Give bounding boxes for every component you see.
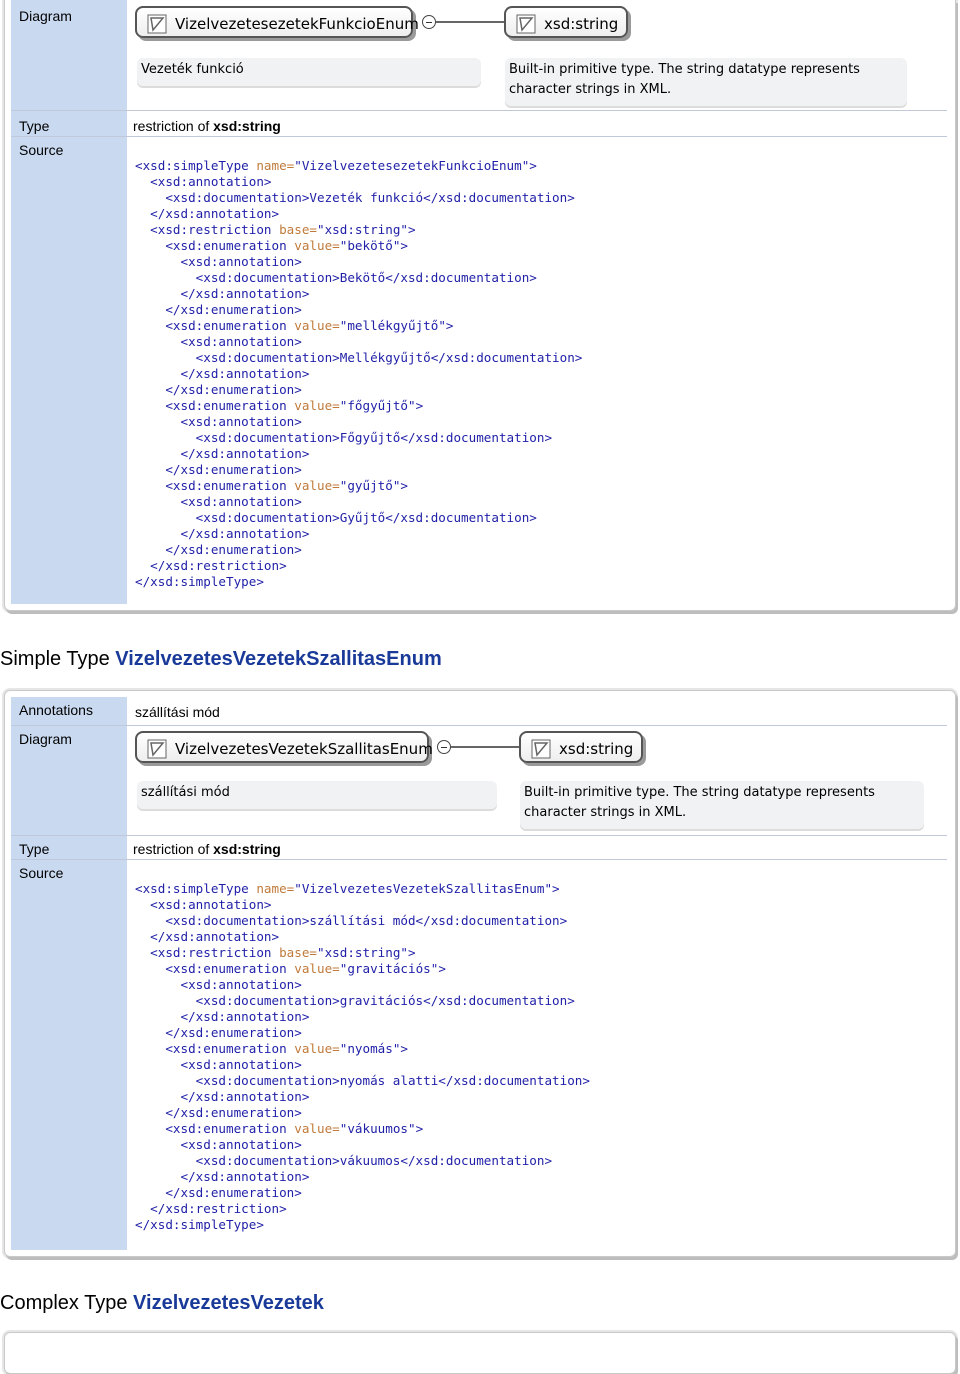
section-kind: Simple Type xyxy=(0,648,116,670)
xml-tag: <xsd:documentation> xyxy=(195,350,340,365)
diagram-type-name: VizelvezetesVezetekSzallitasEnum xyxy=(175,740,433,758)
row-divider xyxy=(11,859,947,860)
source-line xyxy=(135,929,279,944)
source-line xyxy=(135,542,302,557)
source-line xyxy=(135,1185,302,1200)
xml-tag: </xsd:annotation> xyxy=(180,1169,310,1184)
source-line xyxy=(135,478,408,493)
xml-tag: </xsd:enumeration> xyxy=(165,462,302,477)
source-line xyxy=(135,206,279,221)
xml-tag: <xsd:annotation> xyxy=(180,977,302,992)
diagram-doc-text: szállítási mód xyxy=(141,785,230,800)
diagram-label: Diagram xyxy=(19,8,72,24)
simple-type-icon xyxy=(147,14,167,34)
xml-tag: </xsd:enumeration> xyxy=(165,382,302,397)
diagram-label: Diagram xyxy=(19,731,72,747)
xml-attr-name: base= xyxy=(279,222,317,237)
base-doc-line: Built-in primitive type. The string datatype represents xyxy=(509,62,860,77)
xml-tag: <xsd:documentation> xyxy=(195,1153,340,1168)
diagram-base-name: xsd:string xyxy=(544,15,619,33)
xml-attr-value: "vákuumos"> xyxy=(339,1121,424,1136)
source-label: Source xyxy=(19,865,64,881)
source-line xyxy=(135,398,423,413)
diagram-area xyxy=(133,727,943,831)
xml-tag: <xsd:enumeration xyxy=(165,398,295,413)
source-line xyxy=(135,1217,264,1232)
source-line xyxy=(135,222,416,237)
xml-attr-value: "xsd:string"> xyxy=(317,945,416,960)
xml-tag: <xsd:simpleType xyxy=(135,881,257,896)
xml-tag: <xsd:simpleType xyxy=(135,158,257,173)
simple-type-panel-funkcio xyxy=(4,0,956,611)
diagram-base-doc-note xyxy=(505,58,907,106)
xml-attr-value: "VizelvezetesezetekFunkcioEnum"> xyxy=(294,158,537,173)
type-value xyxy=(133,118,281,134)
simple-type-icon xyxy=(516,14,536,34)
xml-attr-value: "nyomás"> xyxy=(339,1041,408,1056)
xml-attr-name: value= xyxy=(294,238,340,253)
source-line xyxy=(135,1105,302,1120)
section-heading xyxy=(0,1292,324,1315)
source-line xyxy=(135,993,575,1008)
xml-tag: <xsd:restriction xyxy=(150,945,280,960)
source-line xyxy=(135,558,287,573)
annotations-label: Annotations xyxy=(19,702,93,718)
xml-tag: <xsd:enumeration xyxy=(165,1121,295,1136)
xml-tag: <xsd:annotation> xyxy=(180,414,302,429)
xml-text: Gyűjtő</xsd:documentation> xyxy=(339,510,537,525)
xml-text: gravitációs</xsd:documentation> xyxy=(339,993,575,1008)
source-line xyxy=(135,318,453,333)
xml-tag: </xsd:annotation> xyxy=(180,366,310,381)
type-value xyxy=(133,841,281,857)
xml-tag: <xsd:restriction xyxy=(150,222,280,237)
source-line xyxy=(135,881,560,896)
xml-attr-value: "bekötő"> xyxy=(339,238,408,253)
xml-tag: <xsd:annotation> xyxy=(180,254,302,269)
xml-text: Bekötő</xsd:documentation> xyxy=(339,270,537,285)
collapse-icon[interactable] xyxy=(422,15,436,29)
xml-tag: </xsd:simpleType> xyxy=(135,1217,264,1232)
xml-attr-name: value= xyxy=(294,398,340,413)
source-line xyxy=(135,462,302,477)
row-divider xyxy=(11,110,947,111)
xml-attr-value: "gravitációs"> xyxy=(339,961,446,976)
source-line xyxy=(135,961,446,976)
source-line xyxy=(135,945,416,960)
xml-tag: </xsd:annotation> xyxy=(150,206,280,221)
source-line xyxy=(135,254,302,269)
diagram-connector xyxy=(436,21,504,23)
source-line xyxy=(135,1025,302,1040)
diagram-base-box[interactable] xyxy=(504,6,628,38)
source-line xyxy=(135,1041,408,1056)
xml-tag: </xsd:annotation> xyxy=(180,286,310,301)
diagram-base-doc-note xyxy=(520,781,924,829)
xml-tag: <xsd:enumeration xyxy=(165,478,295,493)
xml-tag: <xsd:annotation> xyxy=(180,494,302,509)
xml-attr-name: name= xyxy=(256,881,295,896)
diagram-doc-note xyxy=(137,781,497,809)
xml-attr-value: "főgyűjtő"> xyxy=(339,398,424,413)
diagram-area xyxy=(133,0,943,108)
xml-tag: </xsd:enumeration> xyxy=(165,302,302,317)
xml-tag: <xsd:documentation> xyxy=(195,1073,340,1088)
type-prefix: restriction of xyxy=(133,841,214,857)
simple-type-icon xyxy=(531,739,551,759)
xml-tag: <xsd:enumeration xyxy=(165,318,295,333)
diagram-type-box[interactable] xyxy=(135,6,419,38)
xml-tag: <xsd:annotation> xyxy=(150,174,272,189)
xml-attr-value: "gyűjtő"> xyxy=(339,478,408,493)
xml-tag: <xsd:annotation> xyxy=(180,334,302,349)
xml-tag: <xsd:annotation> xyxy=(180,1137,302,1152)
row-divider xyxy=(11,725,947,726)
base-doc-line: character strings in XML. xyxy=(524,805,687,820)
xml-tag: </xsd:enumeration> xyxy=(165,1105,302,1120)
source-line xyxy=(135,913,567,928)
xml-tag: <xsd:documentation> xyxy=(195,430,340,445)
source-line xyxy=(135,1009,309,1024)
xml-text: Mellékgyűjtő</xsd:documentation> xyxy=(339,350,583,365)
source-line xyxy=(135,1121,423,1136)
simple-type-icon xyxy=(147,739,167,759)
xml-tag: </xsd:enumeration> xyxy=(165,1025,302,1040)
source-line xyxy=(135,286,309,301)
source-line xyxy=(135,190,575,205)
source-line xyxy=(135,270,537,285)
xml-tag: </xsd:restriction> xyxy=(150,1201,287,1216)
source-line xyxy=(135,494,302,509)
label-column xyxy=(11,0,127,604)
source-line xyxy=(135,1169,309,1184)
xml-tag: <xsd:documentation> xyxy=(165,913,310,928)
source-line xyxy=(135,414,302,429)
source-line xyxy=(135,446,309,461)
xml-attr-value: "xsd:string"> xyxy=(317,222,416,237)
xml-attr-name: value= xyxy=(294,1041,340,1056)
source-line xyxy=(135,1089,309,1104)
xml-attr-name: value= xyxy=(294,318,340,333)
xml-attr-name: value= xyxy=(294,961,340,976)
source-line xyxy=(135,1201,287,1216)
section-type-link[interactable]: VizelvezetesVezetek xyxy=(133,1292,324,1314)
xml-attr-value: "VizelvezetesVezetekSzallitasEnum"> xyxy=(294,881,560,896)
source-code xyxy=(135,158,582,590)
type-label: Type xyxy=(19,841,50,857)
xml-tag: </xsd:annotation> xyxy=(180,526,310,541)
base-doc-line: Built-in primitive type. The string datatype represents xyxy=(524,785,875,800)
type-base-link[interactable]: xsd:string xyxy=(213,118,281,134)
xml-tag: </xsd:enumeration> xyxy=(165,1185,302,1200)
xml-text: Főgyűjtő</xsd:documentation> xyxy=(339,430,553,445)
source-line xyxy=(135,1057,302,1072)
xml-tag: <xsd:annotation> xyxy=(150,897,272,912)
source-line xyxy=(135,510,537,525)
section-kind: Complex Type xyxy=(0,1292,134,1314)
xml-tag: <xsd:enumeration xyxy=(165,961,295,976)
xml-text: Vezeték funkció</xsd:documentation> xyxy=(309,190,575,205)
xml-tag: <xsd:documentation> xyxy=(195,270,340,285)
diagram-base-box[interactable] xyxy=(519,731,643,763)
source-line xyxy=(135,174,272,189)
base-doc-line: character strings in XML. xyxy=(509,82,672,97)
xml-tag: </xsd:simpleType> xyxy=(135,574,264,589)
xml-tag: </xsd:annotation> xyxy=(150,929,280,944)
diagram-base-name: xsd:string xyxy=(559,740,634,758)
xml-tag: <xsd:annotation> xyxy=(180,1057,302,1072)
source-line xyxy=(135,158,537,173)
xml-tag: </xsd:annotation> xyxy=(180,446,310,461)
xml-text: nyomás alatti</xsd:documentation> xyxy=(339,1073,590,1088)
xml-tag: </xsd:annotation> xyxy=(180,1009,310,1024)
source-line xyxy=(135,430,552,445)
xml-tag: </xsd:annotation> xyxy=(180,1089,310,1104)
complex-type-panel xyxy=(4,1332,956,1374)
collapse-icon[interactable] xyxy=(437,740,451,754)
source-line xyxy=(135,1073,590,1088)
section-type-link[interactable]: VizelvezetesVezetekSzallitasEnum xyxy=(115,648,442,670)
type-label: Type xyxy=(19,118,50,134)
source-line xyxy=(135,1153,552,1168)
xml-tag: <xsd:documentation> xyxy=(195,510,340,525)
source-line xyxy=(135,382,302,397)
xml-attr-name: name= xyxy=(256,158,295,173)
xml-tag: </xsd:enumeration> xyxy=(165,542,302,557)
diagram-connector xyxy=(451,746,519,748)
source-label: Source xyxy=(19,142,64,158)
source-line xyxy=(135,897,272,912)
xml-tag: <xsd:documentation> xyxy=(195,993,340,1008)
source-line xyxy=(135,1137,302,1152)
diagram-type-name: VizelvezetesezetekFunkcioEnum xyxy=(175,15,419,33)
xml-attr-name: value= xyxy=(294,1121,340,1136)
diagram-doc-text: Vezeték funkció xyxy=(141,62,244,77)
source-line xyxy=(135,574,264,589)
source-line xyxy=(135,977,302,992)
source-code xyxy=(135,881,590,1233)
xml-text: szállítási mód</xsd:documentation> xyxy=(309,913,568,928)
xml-attr-value: "mellékgyűjtő"> xyxy=(339,318,454,333)
type-prefix: restriction of xyxy=(133,118,214,134)
source-line xyxy=(135,366,309,381)
source-line xyxy=(135,526,309,541)
xml-tag: </xsd:restriction> xyxy=(150,558,287,573)
xml-tag: <xsd:enumeration xyxy=(165,1041,295,1056)
simple-type-panel-szallitas xyxy=(4,690,956,1257)
label-column xyxy=(11,697,127,1250)
row-divider xyxy=(11,136,947,137)
row-divider xyxy=(11,835,947,836)
xml-tag: <xsd:enumeration xyxy=(165,238,295,253)
xml-tag: <xsd:documentation> xyxy=(165,190,310,205)
annotations-value: szállítási mód xyxy=(135,704,220,720)
section-heading xyxy=(0,648,442,671)
type-base-link[interactable]: xsd:string xyxy=(213,841,281,857)
diagram-doc-note xyxy=(137,58,481,86)
xml-attr-name: base= xyxy=(279,945,317,960)
source-line xyxy=(135,350,582,365)
xml-attr-name: value= xyxy=(294,478,340,493)
source-line xyxy=(135,302,302,317)
source-line xyxy=(135,334,302,349)
source-line xyxy=(135,238,408,253)
diagram-type-box[interactable] xyxy=(135,731,433,763)
xml-text: vákuumos</xsd:documentation> xyxy=(339,1153,553,1168)
